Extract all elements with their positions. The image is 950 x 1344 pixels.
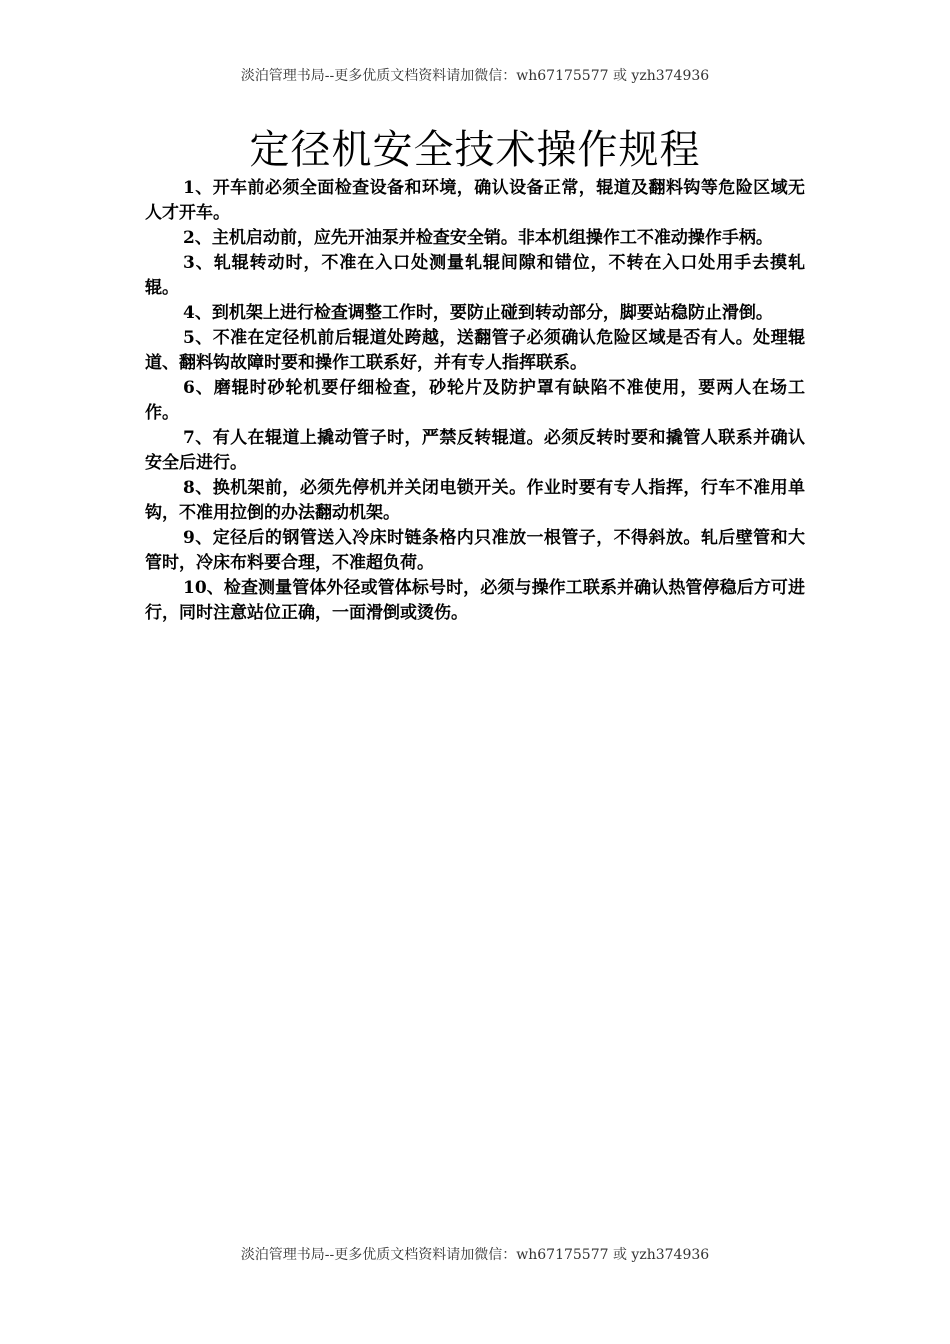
rule-item-1: 1、开车前必须全面检查设备和环境，确认设备正常，辊道及翻料钩等危险区域无人才开车。	[145, 178, 805, 223]
rule-item-2: 2、主机启动前，应先开油泵并检查安全销。非本机组操作工不准动操作手柄。	[183, 228, 773, 248]
page-header: 淡泊管理书局--更多优质文档资料请加微信：wh67175577 或 yzh374936	[240, 68, 710, 84]
rule-item-9: 9、定径后的钢管送入冷床时链条格内只准放一根管子，不得斜放。轧后壁管和大管时，冷床布料要合理，不准超负荷。	[145, 528, 805, 573]
document-title: 定径机安全技术操作规程	[249, 127, 701, 173]
rule-item-5: 5、不准在定径机前后辊道处跨越，送翻管子必须确认危险区域是否有人。处理辊道、翻料钩故障时要和操作工联系好，并有专人指挥联系。	[145, 328, 805, 373]
rule-item-10: 10、检查测量管体外径或管体标号时，必须与操作工联系并确认热管停稳后方可进行，同时注意站位正确，一面滑倒或烫伤。	[145, 578, 805, 623]
rule-item-8: 8、换机架前，必须先停机并关闭电锁开关。作业时要有专人指挥，行车不准用单钩，不准用拉倒的办法翻动机架。	[145, 478, 805, 523]
rule-item-3: 3、轧辊转动时，不准在入口处测量轧辊间隙和错位，不转在入口处用手去摸轧辊。	[145, 253, 805, 298]
rules-list	[145, 176, 805, 626]
rule-item-6: 6、磨辊时砂轮机要仔细检查，砂轮片及防护罩有缺陷不准使用，要两人在场工作。	[145, 378, 805, 423]
rule-item-4: 4、到机架上进行检查调整工作时，要防止碰到转动部分，脚要站稳防止滑倒。	[183, 303, 773, 323]
rule-item-7: 7、有人在辊道上撬动管子时，严禁反转辊道。必须反转时要和撬管人联系并确认安全后进行。	[145, 428, 805, 473]
page-footer: 淡泊管理书局--更多优质文档资料请加微信：wh67175577 或 yzh374936	[240, 1247, 710, 1263]
